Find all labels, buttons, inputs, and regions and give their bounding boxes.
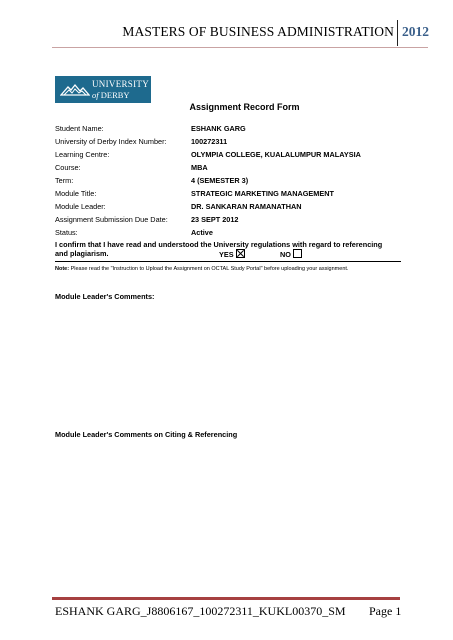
field-label: Course: bbox=[55, 163, 81, 172]
no-checkbox[interactable] bbox=[293, 249, 302, 258]
field-value: STRATEGIC MARKETING MANAGEMENT bbox=[191, 189, 334, 198]
confirmation-line-1: I confirm that I have read and understood the University regulations with regard to referencing bbox=[55, 240, 383, 249]
field-label: University of Derby Index Number: bbox=[55, 137, 167, 146]
field-value: 4 (SEMESTER 3) bbox=[191, 176, 249, 185]
field-value: OLYMPIA COLLEGE, KUALALUMPUR MALAYSIA bbox=[191, 150, 361, 159]
field-value: DR. SANKARAN RAMANATHAN bbox=[191, 202, 302, 211]
no-option bbox=[280, 249, 302, 259]
upload-note bbox=[55, 266, 348, 272]
field-label: Student Name: bbox=[55, 124, 104, 133]
header-rule bbox=[52, 47, 428, 48]
logo-text-derby: of DERBY bbox=[92, 90, 130, 100]
form-title: Assignment Record Form bbox=[189, 102, 300, 112]
field-value: Active bbox=[191, 228, 213, 237]
confirmation-line-2-text: and plagiarism. bbox=[55, 249, 109, 258]
field-value: 100272311 bbox=[191, 137, 228, 146]
logo-emblem-icon bbox=[60, 83, 90, 97]
yes-checkbox[interactable] bbox=[236, 249, 245, 258]
page-header bbox=[0, 20, 453, 48]
header-title: MASTERS OF BUSINESS ADMINISTRATION bbox=[122, 24, 394, 39]
logo-text-university: UNIVERSITY bbox=[92, 79, 149, 89]
footer-rule bbox=[52, 597, 400, 600]
field-label: Assignment Submission Due Date: bbox=[55, 215, 168, 224]
field-label: Module Leader: bbox=[55, 202, 106, 211]
module-leader-comments-heading: Module Leader's Comments: bbox=[55, 292, 155, 301]
no-label: NO bbox=[280, 250, 291, 259]
header-separator bbox=[397, 20, 398, 46]
field-value: ESHANK GARG bbox=[191, 124, 246, 133]
note-prefix: Note: bbox=[55, 266, 70, 272]
confirmation-line-2 bbox=[55, 249, 400, 258]
footer-page-number: Page 1 bbox=[369, 604, 402, 618]
field-value: MBA bbox=[191, 163, 208, 172]
field-value: 23 SEPT 2012 bbox=[191, 215, 239, 224]
footer-document-id: ESHANK GARG_J8806167_100272311_KUKL00370_SM bbox=[55, 604, 346, 618]
university-logo bbox=[55, 76, 151, 103]
field-label: Term: bbox=[55, 176, 74, 185]
header-year: 2012 bbox=[402, 24, 429, 39]
note-text: Please read the "Instruction to Upload the Assignment on OCTAL Study Portal" before uploading your assignment. bbox=[69, 266, 349, 272]
field-label: Module Title: bbox=[55, 189, 97, 198]
yes-option bbox=[219, 249, 245, 259]
section-divider bbox=[55, 261, 401, 262]
confirmation-statement bbox=[55, 240, 400, 258]
field-label: Status: bbox=[55, 228, 78, 237]
field-label: Learning Centre: bbox=[55, 150, 110, 159]
citing-referencing-heading: Module Leader's Comments on Citing & Referencing bbox=[55, 430, 238, 439]
yes-label: YES bbox=[219, 250, 234, 259]
